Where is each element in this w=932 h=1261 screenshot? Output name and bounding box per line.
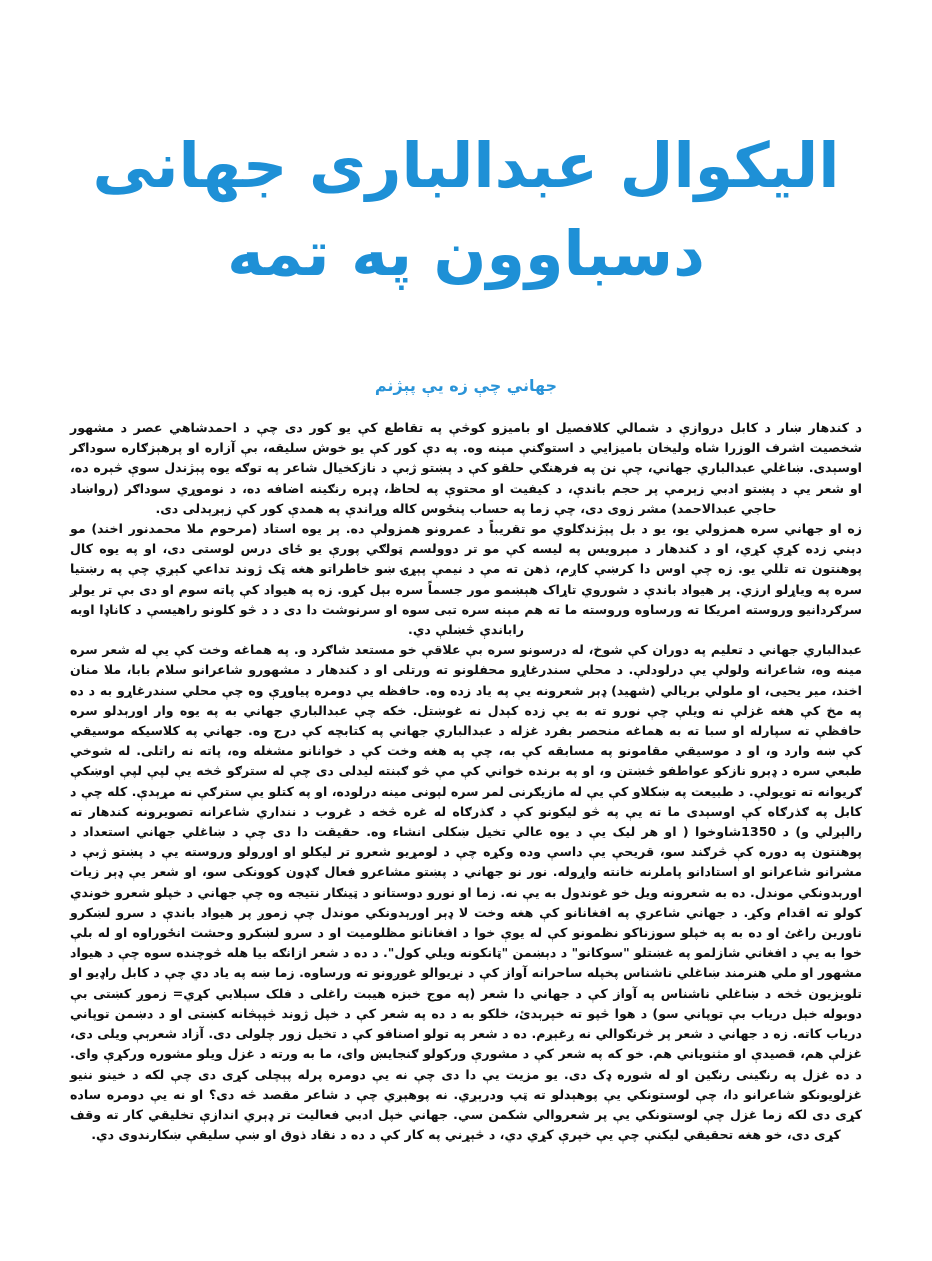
article-body — [70, 418, 862, 1145]
title-line-subtitle: دسباوون په تمه — [227, 217, 705, 290]
body-paragraph: زه او جهاني سره همزولي يو، يو د بل پېژندګلوي مو تقريباً د عمرونو همزولې ده. پر يوه استاد (مرحوم ملا محمدنور اخند) مو دېني زده کړې کړي، او د کندهار د مېرويس په ليسه کې مو تر دوولسم ټولګي پورې يو ځای درس لوستی دی، او په يوه کال پوهنتون ته تللي يو. زه چې اوس دا کرښې کاږم، ذهن ته مې د نيمې پېړۍ ښو خاطراتو هغه ټک ژوند تداعي کېږي چې په رښتيا سره په وياړلو ارزي. پر هيواد باندې د شوروي تاړاک هېښمو مور جسماً سره بېل کړو. زه په هيواد کې پاته سوم او دی بې تر يولږ سرګردانيو وروسته امريکا ته ورساوه وروسته ما ته هم مېنه سره تبی سوه او سرنوشت دا دی د د څو کلونو راهيسې د کاناډا اوبه راباندې څښلې دي. — [70, 521, 862, 638]
body-paragraph: عبدالباري جهاني د تعليم په دوران کې شوخ، له درسونو سره بې علاقې خو مستعد شاګرد و. په هماغه وخت کې يې له شعر سره مينه وه، شاعرانه ولولې يې درلودلې. د محلي سندرغاړو محفلونو ته ورتلی او د کندهار د مشهورو شاعرانو سلام بابا، ملا منان اخند، مير يحيی، او ملولي بريالي (شهيد) ډېر شعرونه يې په ياد زده وه. حافظه يې دومره پياوړې وه چې محلي سندرغاړو به د ده په مخ کې هغه غزلې نه ويلې چې نورو ته به يې زده کېدل نه غوښتل. خکه چې عبدالباري جهاني به په يوه وار اورېدلو سره حافظې ته سپارله او سبا ته به هماغه منحصر بفرد غزله د عبدالباري جهاني په کتابچه کې درج وه. جهاني په کلاسيکه موسيقي کې ښه وارد و، او د موسيقي مقامونو په مسابقه کې به، چې په هغه وخت کې د خوانانو مشغله وه، پاته نه راتلی. له شوخي طبعي سره د ډېرو نازکو عواطفو څښتن و، او په برنده خواني کې مې څو ګبنته ليدلی دی چې له سترګو څخه يې لپې لپې اوښکې ګريوانه ته تويولې. د طبيعت په ښکلاو کې يې له مازيګرنی لمر سره لېونی مينه درلوده، او په کتلو يې سترګې نه مړېدې. کله چې د کابل په ګذرګاه کې اوسېدی ما ته يې په څو ليکونو کې د ګذرګاه له غره څخه د غروب د ننداري شاعرانه تصويرونه کندهار ته رالېږلي و) د 1350شاوخوا ( او هر ليک يې د يوه عالي تخيل ښکلی انشاء وه. حقيقت دا دی چې د ښاغلي جهاني استعداد د پوهنتون په دوره کې څرګند سو، قريحې يې داسې وده وکړه چې د لومړيو شعرو تر ليکلو او اورولو وروسته يې د پښتو ژبې د مشرانو شاعرانو او استادانو پاملرنه خانته واړوله. نور نو جهاني د پښتو مشاعرو فعال ګډون کوونکی سو، او شعر يې ډېر زيات اورېدونکي موندل. ده به شعرونه ويل خو غوندول به يې نه. زما او نورو دوستانو د ټينګار نتيجه وه چې جهاني د خپلو شعرو خوندي کولو ته اقدام وکړ. د جهاني شاعري په افغانانو کې هغه وخت لا ډېر اورېدونکي موندل چې زموږ پر هيواد باندې د سرو لښکرو ناورين راغئ او ده به په خپلو سوزناکو نظمونو کې له يوې خوا د افغانانو مظلوميت او د سرو لښکرو وحشت انځوراوه او له بلې خوا به يې د افغاني شازلمو په غښتلو "سوکانو" د دېښمن "ټانکونه ويلي کول". د ده د شعر ازانګه بيا هله څوچنده سوه چې د هيواد مشهور او ملي هنرمند ښاغلي ناشناس پخپله ساحرانه آواز کې د نړيوالو غوږونو ته ورساوه. زما ښه په ياد دي چې د کابل راډيو او تلويزيون څخه د ښاغلي ناشناس په آواز کې د جهاني دا شعر (په موج خبزه هيبت راغلی د فلک سېلابي کړي= زموږ کښتی بې دوبوله خېل درياب بې توپاني سو) د هوا څپو ته خپرېدئ، خلکو به د ده په شعر کې د خپل ژوند څپېڅانه کښتی او د دښمن توپاني درياب کاته. زه د جهاني د شعر پر څرنګوالي نه ږغېږم. ده د شعر په تولو اصنافو کې د تخيل زور چلولی دی. آزاد شعرېې ويلی دی، غزلې هم، قصيدې او مثنوياني هم. خو که په شعر کې د مشورې ورکولو ګنجايښ وای، ما به ورته د غزل ويلو مشوره ورکړې وای. د ده غزل په رنګينی رنګين او له شوره ډک دی. يو مزيت يې دا دی چې نه يې دومره پرله پېچلی کړی دی چې لکه د خينو ننيو غزلويونکو شاعرانو دا، چې لوستونکي يې پوهېدلو ته ټپ ودرېږي. نه پوهېږي چې د شاعر مقصد څه دی؟ او نه يې دومره ساده کړی دی لکه زما غزل چې لوستونکي يې پر شعروالي شکمن سي. جهاني خپل ادبي فعاليت تر ډېري اندازې تخليقي کار ته وقف کړی دی، خو هغه تحقيقي ليکنې چې يې خپرې کړي دي، د څېړني په کار کې د ده د نقاد ذوق او ښې سليقې ښکارندوی دي. — [70, 642, 862, 1143]
body-paragraph: د کندهار ښار د کابل دروازې د شمالي کلافصيل او باميزو کوڅې په تقاطع کې يو کور دی چې د احمدشاهي عصر د مشهور شخصيت اشرف الوزرا شاه وليخان باميزايي د استوګنې مېنه وه. په دې کور کې يو خوش سليقه، بې آزاره او پرهېزګاره سوداګر اوسېدی. ښاغلي عبدالباري جهاني، چې نن په فرهنګي حلقو کې د پښتو ژبې د نازکخيال شاعر په توګه يوه پېژندل سوې څېره ده، او شعر يې د پښتو ادبي زېرمې پر حجم باندې، د کيفيت او محتوې په لحاظ، ډېره رنګينه اضافه ده، د نوموړي سوداګر (رواښاد حاجي عبدالاحمد) مشر زوی دی، چې زما په حساب پنځوس کاله وړاندې په همدې کور کې زېږېدلی دی. — [70, 420, 862, 516]
title-line-author: اليکوال عبدالباری جهانی — [92, 129, 840, 202]
document-title — [0, 122, 932, 298]
section-heading: جهاني چې زه يې پېژنم — [374, 376, 558, 395]
